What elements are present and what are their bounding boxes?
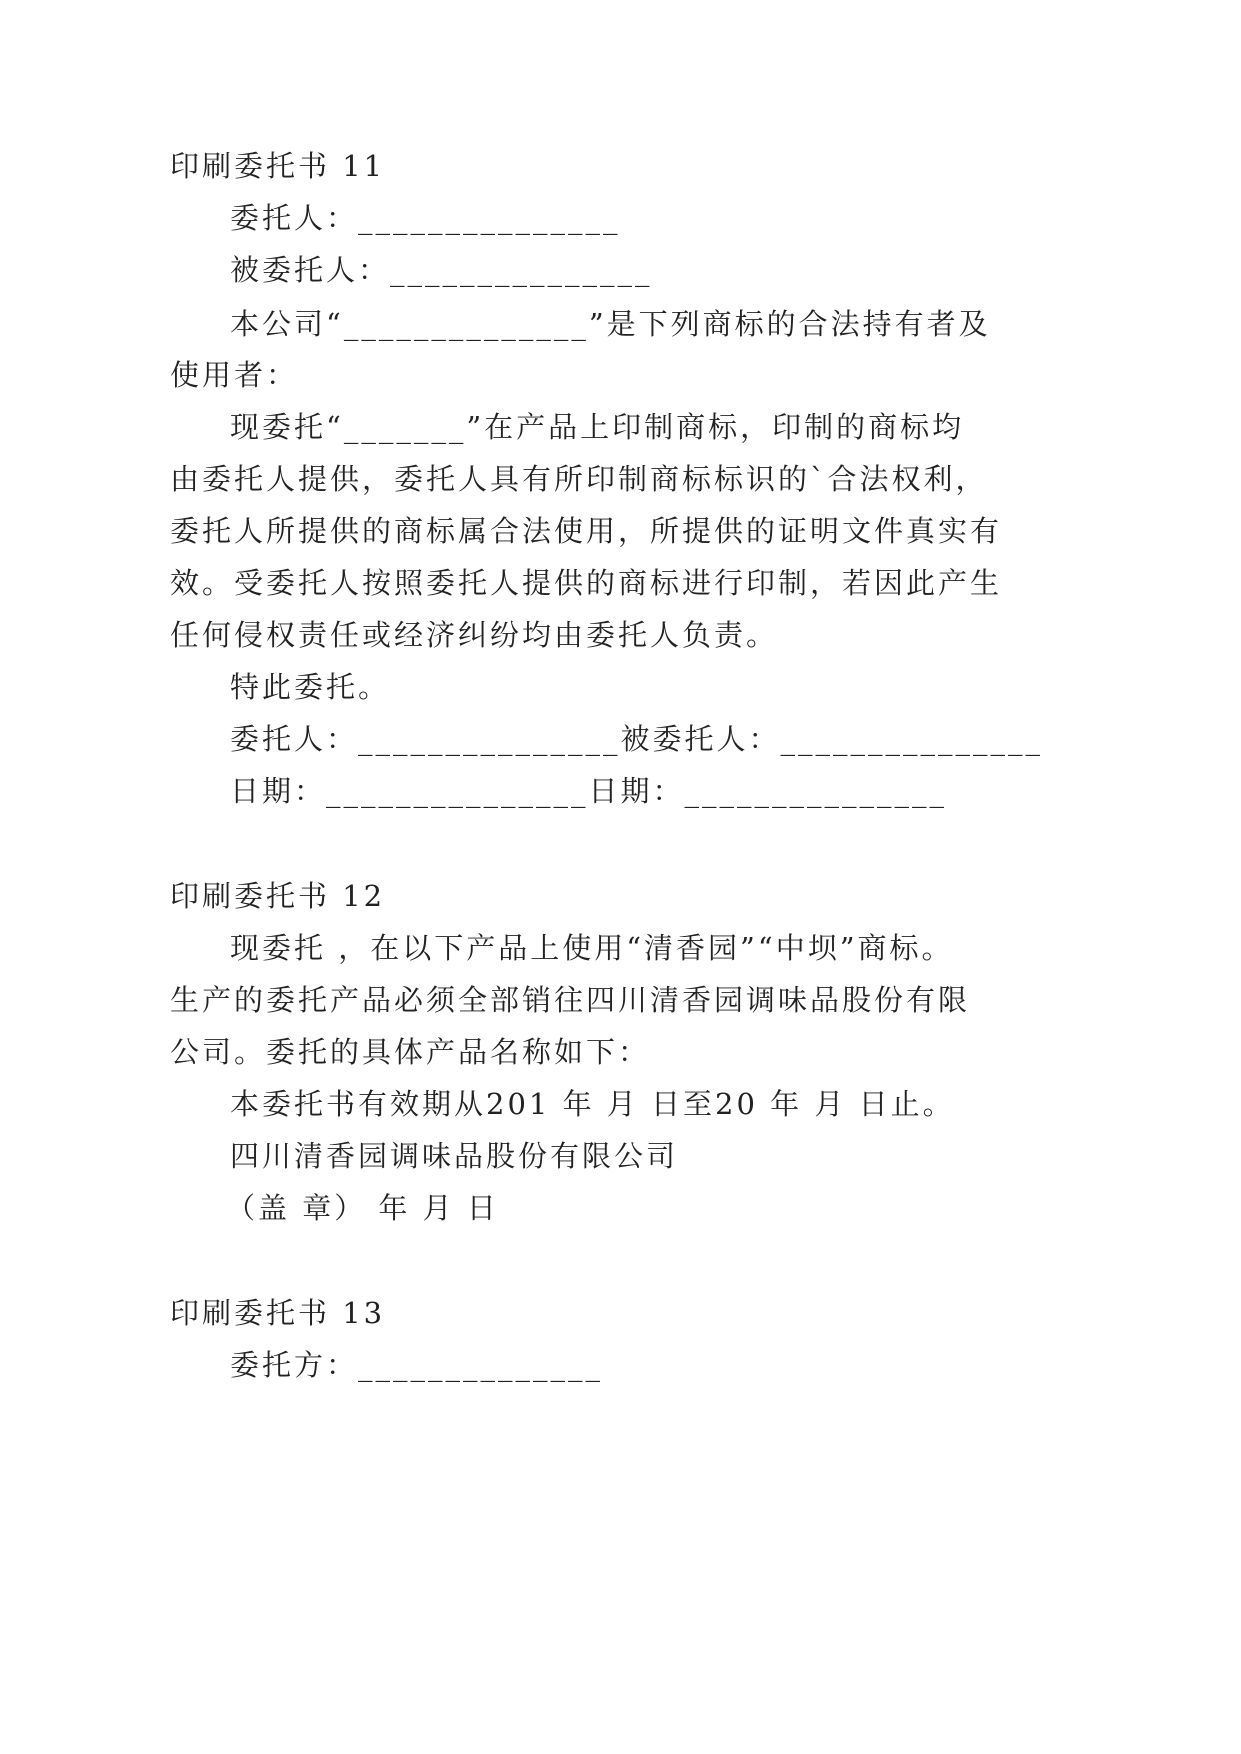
section-title: 印刷委托书 13 xyxy=(170,1296,386,1330)
paragraph-line: 委托方：______________ xyxy=(230,1348,604,1382)
paragraph-line: 现委托 ，在以下产品上使用“清香园”“中坝”商标。 xyxy=(230,931,954,965)
paragraph-line: 效。受委托人按照委托人提供的商标进行印制，若因此产生 xyxy=(170,566,1003,600)
paragraph-line: 委托人：_______________ xyxy=(230,201,621,235)
paragraph-line: 使用者： xyxy=(170,358,299,392)
seal-date-line: （盖 章） 年 月 日 xyxy=(226,1191,499,1225)
paragraph-line: 本公司“______________”是下列商标的合法持有者及 xyxy=(230,307,991,341)
section-title: 印刷委托书 12 xyxy=(170,879,386,913)
paragraph-line: 现委托“_______”在产品上印制商标，印制的商标均 xyxy=(230,410,965,444)
paragraph-line: 由委托人提供，委托人具有所印制商标标识的`合法权利， xyxy=(170,462,988,496)
paragraph-line: 生产的委托产品必须全部销往四川清香园调味品股份有限 xyxy=(170,983,971,1017)
paragraph-line: 特此委托。 xyxy=(230,670,391,704)
paragraph-line: 公司。委托的具体产品名称如下： xyxy=(170,1035,651,1069)
company-name: 四川清香园调味品股份有限公司 xyxy=(230,1139,679,1173)
signature-line: 委托人：_______________被委托人：_______________ xyxy=(230,722,1044,756)
section-title: 印刷委托书 11 xyxy=(170,149,386,183)
paragraph-line: 被委托人：_______________ xyxy=(230,253,653,287)
paragraph-line: 委托人所提供的商标属合法使用，所提供的证明文件真实有 xyxy=(170,514,1003,548)
date-line: 日期：_______________日期：_______________ xyxy=(230,774,948,808)
paragraph-line: 任何侵权责任或经济纠纷均由委托人负责。 xyxy=(170,618,779,652)
paragraph-line: 本委托书有效期从201 年 月 日至20 年 月 日止。 xyxy=(230,1087,955,1121)
